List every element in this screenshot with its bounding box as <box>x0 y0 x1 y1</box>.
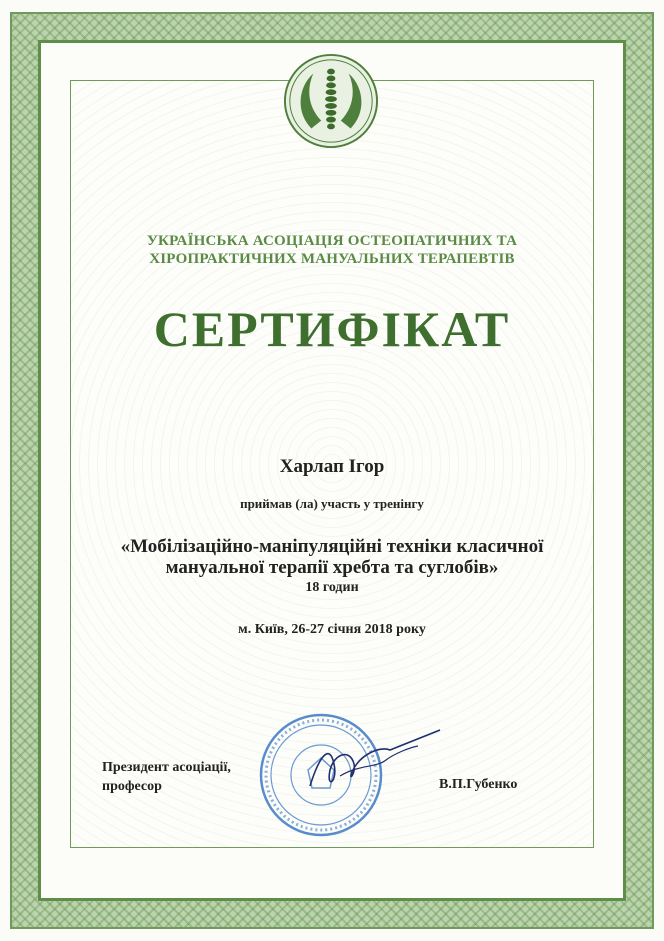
organization-line-2: ХІРОПРАКТИЧНИХ МАНУАЛЬНИХ ТЕРАПЕВТІВ <box>149 251 515 267</box>
recipient-name: Харлап Ігор <box>279 456 385 477</box>
course-hours: 18 годин <box>305 580 359 595</box>
signatory-position-line-2: професор <box>102 779 162 794</box>
handwritten-signature-icon <box>290 724 450 804</box>
signatory-position-line-1: Президент асоціації, <box>102 760 231 775</box>
place-and-date: м. Київ, 26-27 січня 2018 року <box>238 622 426 637</box>
participation-text: приймав (ла) участь у тренінгу <box>240 496 424 511</box>
organization-name <box>0 232 664 268</box>
organization-line-1: УКРАЇНСЬКА АСОЦІАЦІЯ ОСТЕОПАТИЧНИХ ТА <box>146 233 518 249</box>
signatory-name: В.П.Губенко <box>439 777 518 792</box>
spine-hands-logo-icon <box>282 52 380 150</box>
course-line-1: «Мобілізаційно-маніпуляційні техніки класичної <box>120 536 544 557</box>
course-title <box>0 536 664 578</box>
course-line-2: мануальної терапії хребта та суглобів» <box>165 557 499 578</box>
signatory-position <box>102 758 231 796</box>
certificate-title: СЕРТИФІКАТ <box>153 301 511 357</box>
